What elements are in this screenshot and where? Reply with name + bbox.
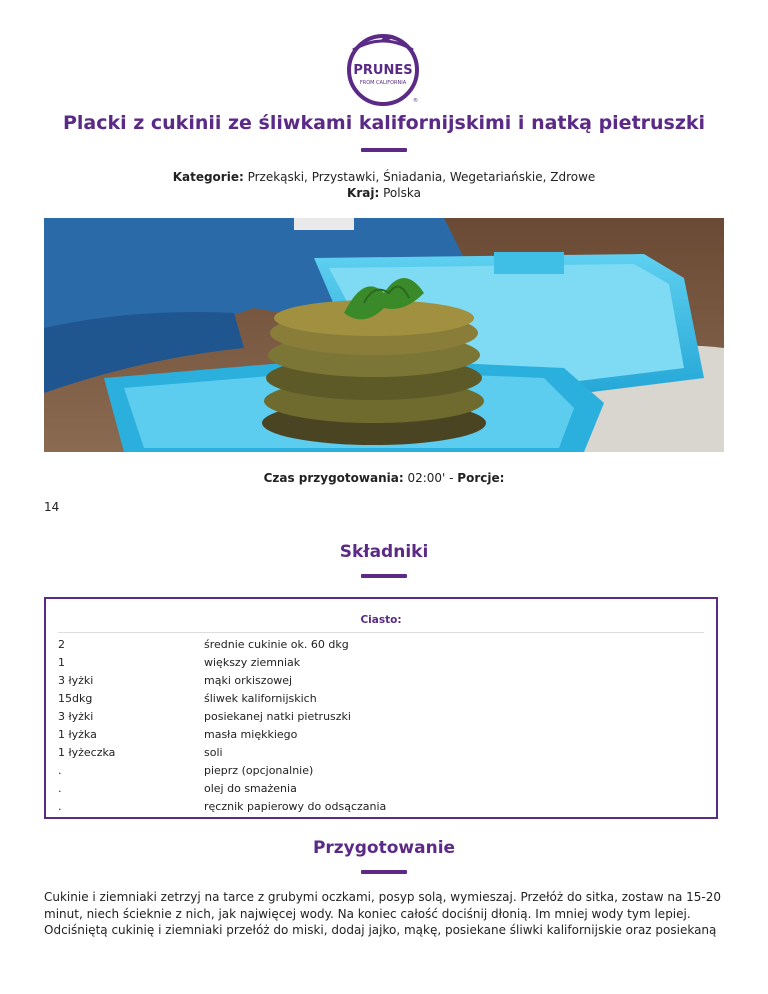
logo-wordmark: PRUNES <box>353 63 413 78</box>
ingredients-list <box>46 636 716 816</box>
ingredient-qty: 2 <box>58 638 65 651</box>
ingredient-qty: . <box>58 800 62 813</box>
ingredient-name: mąki orkiszowej <box>204 674 293 687</box>
categories-line <box>0 170 768 184</box>
ingredient-name: soli <box>204 746 223 759</box>
title-underline <box>361 148 407 152</box>
servings-value: 14 <box>44 500 60 514</box>
ingredient-qty: 1 łyżka <box>58 728 97 741</box>
preparation-underline <box>361 870 407 874</box>
preparation-heading: Przygotowanie <box>312 838 456 858</box>
ingredient-qty: . <box>58 764 62 777</box>
country-label: Kraj: <box>347 186 380 200</box>
time-line <box>0 471 768 485</box>
recipe-photo <box>44 218 724 452</box>
ingredient-row <box>58 654 716 672</box>
ingredient-row <box>58 708 716 726</box>
svg-text:®: ® <box>413 98 418 104</box>
categories-value: Przekąski, Przystawki, Śniadania, Wegetariańskie, Zdrowe <box>243 170 596 184</box>
logo-tagline: FROM CALIFORNIA <box>359 80 407 86</box>
ingredient-qty: . <box>58 782 62 795</box>
ingredients-underline <box>361 574 407 578</box>
ingredients-heading: Składniki <box>339 542 429 562</box>
ingredients-box <box>44 597 718 819</box>
ingredient-qty: 3 łyżki <box>58 674 94 687</box>
ingredient-row <box>58 744 716 762</box>
ingredient-row <box>58 780 716 798</box>
ingredient-row <box>58 726 716 744</box>
time-value: 02:00' - <box>403 471 458 485</box>
time-label: Czas przygotowania: <box>263 471 404 485</box>
country-value: Polska <box>379 186 421 200</box>
ingredient-name: pieprz (opcjonalnie) <box>204 764 314 777</box>
ingredient-name: posiekanej natki pietruszki <box>204 710 351 723</box>
ingredient-name: większy ziemniak <box>204 656 301 669</box>
ingredient-name: ręcznik papierowy do odsączania <box>204 800 387 813</box>
ingredient-group-title: Ciasto: <box>58 614 704 633</box>
country-line <box>0 186 768 200</box>
categories-label: Kategorie: <box>172 170 244 184</box>
ingredient-row <box>58 690 716 708</box>
ingredient-row <box>58 636 716 654</box>
recipe-title: Placki z cukinii ze śliwkami kalifornijskimi i natką pietruszki <box>62 112 706 134</box>
ingredient-qty: 3 łyżki <box>58 710 94 723</box>
ingredient-row <box>58 798 716 816</box>
ingredient-qty: 1 łyżeczka <box>58 746 116 759</box>
preparation-text: Cukinie i ziemniaki zetrzyj na tarce z grubymi oczkami, posyp solą, wymieszaj. Przełóż do sitka, zostaw na 15-20 minut, niech ścieknie z nich, jak najwięcej wody. Na koniec całość dociśnij dłonią. Im mniej wody tym lepiej. Odciśniętą cukinię i ziemniaki przełóż do miski, dodaj jajko, mąkę, posiekane śliwki kalifornijskie oraz posiekaną <box>44 890 721 937</box>
prunes-logo <box>343 30 423 110</box>
ingredient-row <box>58 762 716 780</box>
ingredient-row <box>58 672 716 690</box>
ingredient-name: olej do smażenia <box>204 782 297 795</box>
ingredient-name: śliwek kalifornijskich <box>204 692 317 705</box>
ingredient-qty: 1 <box>58 656 65 669</box>
ingredient-name: średnie cukinie ok. 60 dkg <box>204 638 349 651</box>
ingredient-qty: 15dkg <box>58 692 93 705</box>
ingredient-name: masła miękkiego <box>204 728 298 741</box>
servings-label: Porcje: <box>457 471 505 485</box>
